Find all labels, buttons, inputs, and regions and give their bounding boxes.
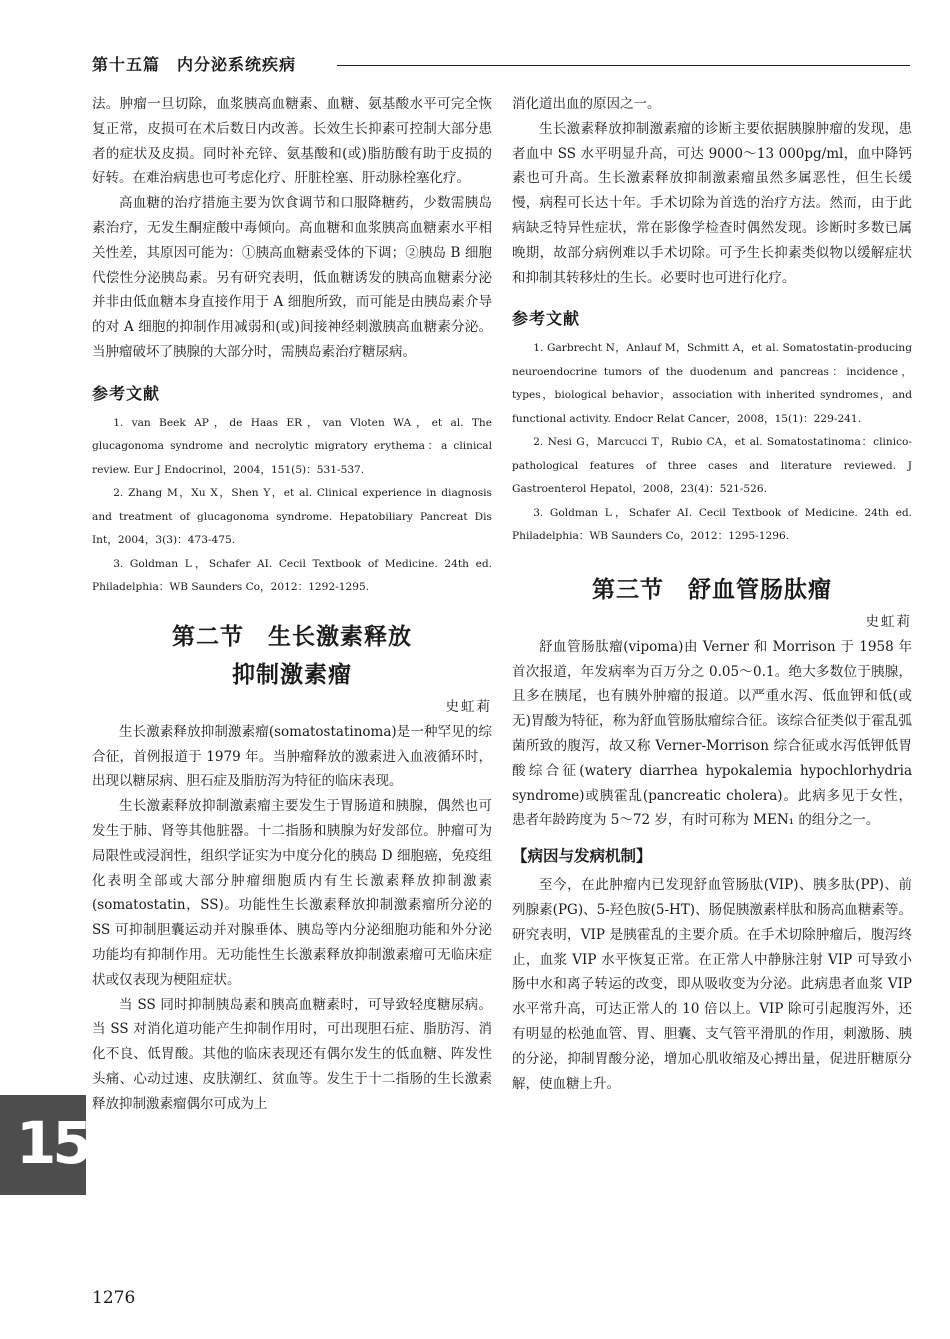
chapter-tab-number: 15 [16, 1109, 89, 1177]
running-header [92, 54, 910, 78]
right-column [512, 92, 912, 1096]
reference-item: 2. Nesi G，Marcucci T，Rubio CA，et al. Somatostatinoma：clinico-pathological features of three cases and literature reviewed. J Gastroenterol Hepatol，2008，23(4)：521-526. [512, 436, 912, 496]
paragraph: 消化道出血的原因之一。 [512, 96, 661, 112]
reference-item: 3. Goldman L，Schafer AI. Cecil Textbook of Medicine. 24th ed. Philadelphia：WB Saunders Co，2012：1292-1295. [92, 557, 492, 594]
reference-item: 2. Zhang M，Xu X，Shen Y，et al. Clinical experience in diagnosis and treatment of glucagonoma syndrome. Hepatobiliary Pancreat Dis Int，2004，3(3)：473-475. [92, 487, 492, 547]
section-title-line: 抑制激素瘤 [232, 661, 352, 688]
subsection-heading: 【病因与发病机制】 [512, 847, 652, 866]
left-column [92, 92, 492, 1117]
paragraph: 生长激素释放抑制激素瘤主要发生于胃肠道和胰腺，偶然也可发生于肺、肾等其他脏器。十二指肠和胰腺为好发部位。肿瘤可为局限性或浸润性，组织学证实为中度分化的胰岛 D 细胞癌，免疫组化表明全部或大部分肿瘤细胞质内有生长激素释放抑制激素(somatostatin，SS)。功能性生长激素释放抑制激素瘤所分泌的 SS 可抑制胆囊运动并对腺垂体、胰岛等内分泌细胞功能和外分泌功能均有抑制作用。无功能性生长激素释放抑制激素瘤可无临床症状或仅表现为梗阻症状。 [92, 798, 492, 988]
page-number: 1276 [92, 1288, 136, 1308]
section-title-line: 第二节 生长激素释放 [172, 623, 412, 650]
paragraph: 生长激素释放抑制激素瘤的诊断主要依据胰腺肿瘤的发现，患者血中 SS 水平明显升高，可达 9000～13 000pg/ml，血中降钙素也可升高。生长激素释放抑制激素瘤虽然多属恶性，但生长缓慢，病程可长达十年。手术切除为首选的治疗方法。然而，由于此病缺乏特异性症状，常在影像学检查时偶然发现。诊断时多数已属晚期，故部分病例难以手术切除。可予生长抑素类似物以缓解症状和抑制其转移灶的生长。必要时也可进行化疗。 [512, 120, 912, 286]
references-heading: 参考文献 [512, 309, 581, 329]
reference-item: 1. van Beek AP，de Haas ER，van Vloten WA，et al. The glucagonoma syndrome and necrolytic migratory erythema：a clinical review. Eur J Endocrinol，2004，151(5)：531-537. [92, 416, 492, 476]
paragraph: 生长激素释放抑制激素瘤(somatostatinoma)是一种罕见的综合征，首例报道于 1979 年。当肿瘤释放的激素进入血液循环时，出现以糖尿病、胆石症及脂肪泻为特征的临床表现。 [92, 723, 492, 790]
header-title: 第十五篇 内分泌系统疾病 [92, 55, 297, 74]
paragraph: 法。肿瘤一旦切除，血浆胰高血糖素、血糖、氨基酸水平可完全恢复正常，皮损可在术后数日内改善。长效生长抑素可控制大部分患者的症状及皮损。同时补充锌、氨基酸和(或)脂肪酸有助于皮损的好转。在难治病患也可考虑化疗、肝脏栓塞、肝动脉栓塞化疗。 [92, 96, 492, 187]
section-title: 第三节 舒血管肠肽瘤 [592, 576, 832, 603]
paragraph: 高血糖的治疗措施主要为饮食调节和口服降糖药，少数需胰岛素治疗，无发生酮症酸中毒倾向。高血糖和血浆胰高血糖素水平相关性差，其原因可能为：①胰高血糖素受体的下调；②胰岛 B 细胞代偿性分泌胰岛素。另有研究表明，低血糖诱发的胰高血糖素分泌并非由低血糖本身直接作用于 A 细胞所致，而可能是由胰岛素介导的对 A 细胞的抑制作用减弱和(或)间接神经刺激胰高血糖素分泌。当肿瘤破坏了胰腺的大部分时，需胰岛素治疗糖尿病。 [92, 195, 492, 360]
references-heading: 参考文献 [92, 383, 161, 403]
reference-item: 1. Garbrecht N，Anlauf M，Schmitt A，et al. Somatostatin-producing neuroendocrine tumors of the duodenum and pancreas：incidence，types，biological behavior，association with inherited syndromes，and functional activity. Endocr Relat Cancer，2008，15(1)：229-241. [512, 342, 912, 425]
paragraph: 至今，在此肿瘤内已发现舒血管肠肽(VIP)、胰多肽(PP)、前列腺素(PG)、5-羟色胺(5-HT)、肠促胰激素样肽和肠高血糖素等。研究表明，VIP 是胰霍乱的主要介质。在手术切除肿瘤后，腹泻终止，血浆 VIP 水平恢复正常。在正常人中静脉注射 VIP 可导致小肠中水和离子转运的改变，即从吸收变为分泌。此病患者血浆 VIP 水平常升高，可达正常人的 10 倍以上。VIP 除可引起腹泻外，还有明显的松弛血管、胃、胆囊、支气管平滑肌的作用，刺激肠、胰的分泌，抑制胃酸分泌，增加心肌收缩及心搏出量，促进肝糖原分解，使血糖上升。 [512, 877, 912, 1092]
reference-item: 3. Goldman L，Schafer AI. Cecil Textbook of Medicine. 24th ed. Philadelphia：WB Saunders Co，2012：1295-1296. [512, 506, 912, 543]
header-rule [337, 65, 910, 66]
section-author: 史虹莉 [865, 613, 912, 630]
section-author: 史虹莉 [445, 698, 492, 715]
paragraph: 当 SS 同时抑制胰岛素和胰高血糖素时，可导致轻度糖尿病。当 SS 对消化道功能产生抑制作用时，可出现胆石症、脂肪泻、消化不良、低胃酸。其他的临床表现还有偶尔发生的低血糖、阵发性头痛、心动过速、皮肤潮红、贫血等。发生于十二指肠的生长激素释放抑制激素瘤偶尔可成为上 [92, 996, 492, 1112]
paragraph: 舒血管肠肽瘤(vipoma)由 Verner 和 Morrison 于 1958 年首次报道，年发病率为百万分之 0.05～0.1。绝大多数位于胰腺，且多在胰尾，也有胰外肿瘤的报道。以严重水泻、低血钾和低(或无)胃酸为特征，称为舒血管肠肽瘤综合征。该综合征类似于霍乱弧菌所致的腹泻，故又称 Verner-Morrison 综合征或水泻低钾低胃酸综合征(watery diarrhea hypokalemia hypochlorhydria syndrome)或胰霍乱(pancreatic cholera)。此病多见于女性，患者年龄跨度为 5～72 岁，有时可称为 MEN₁ 的组分之一。 [512, 638, 912, 829]
